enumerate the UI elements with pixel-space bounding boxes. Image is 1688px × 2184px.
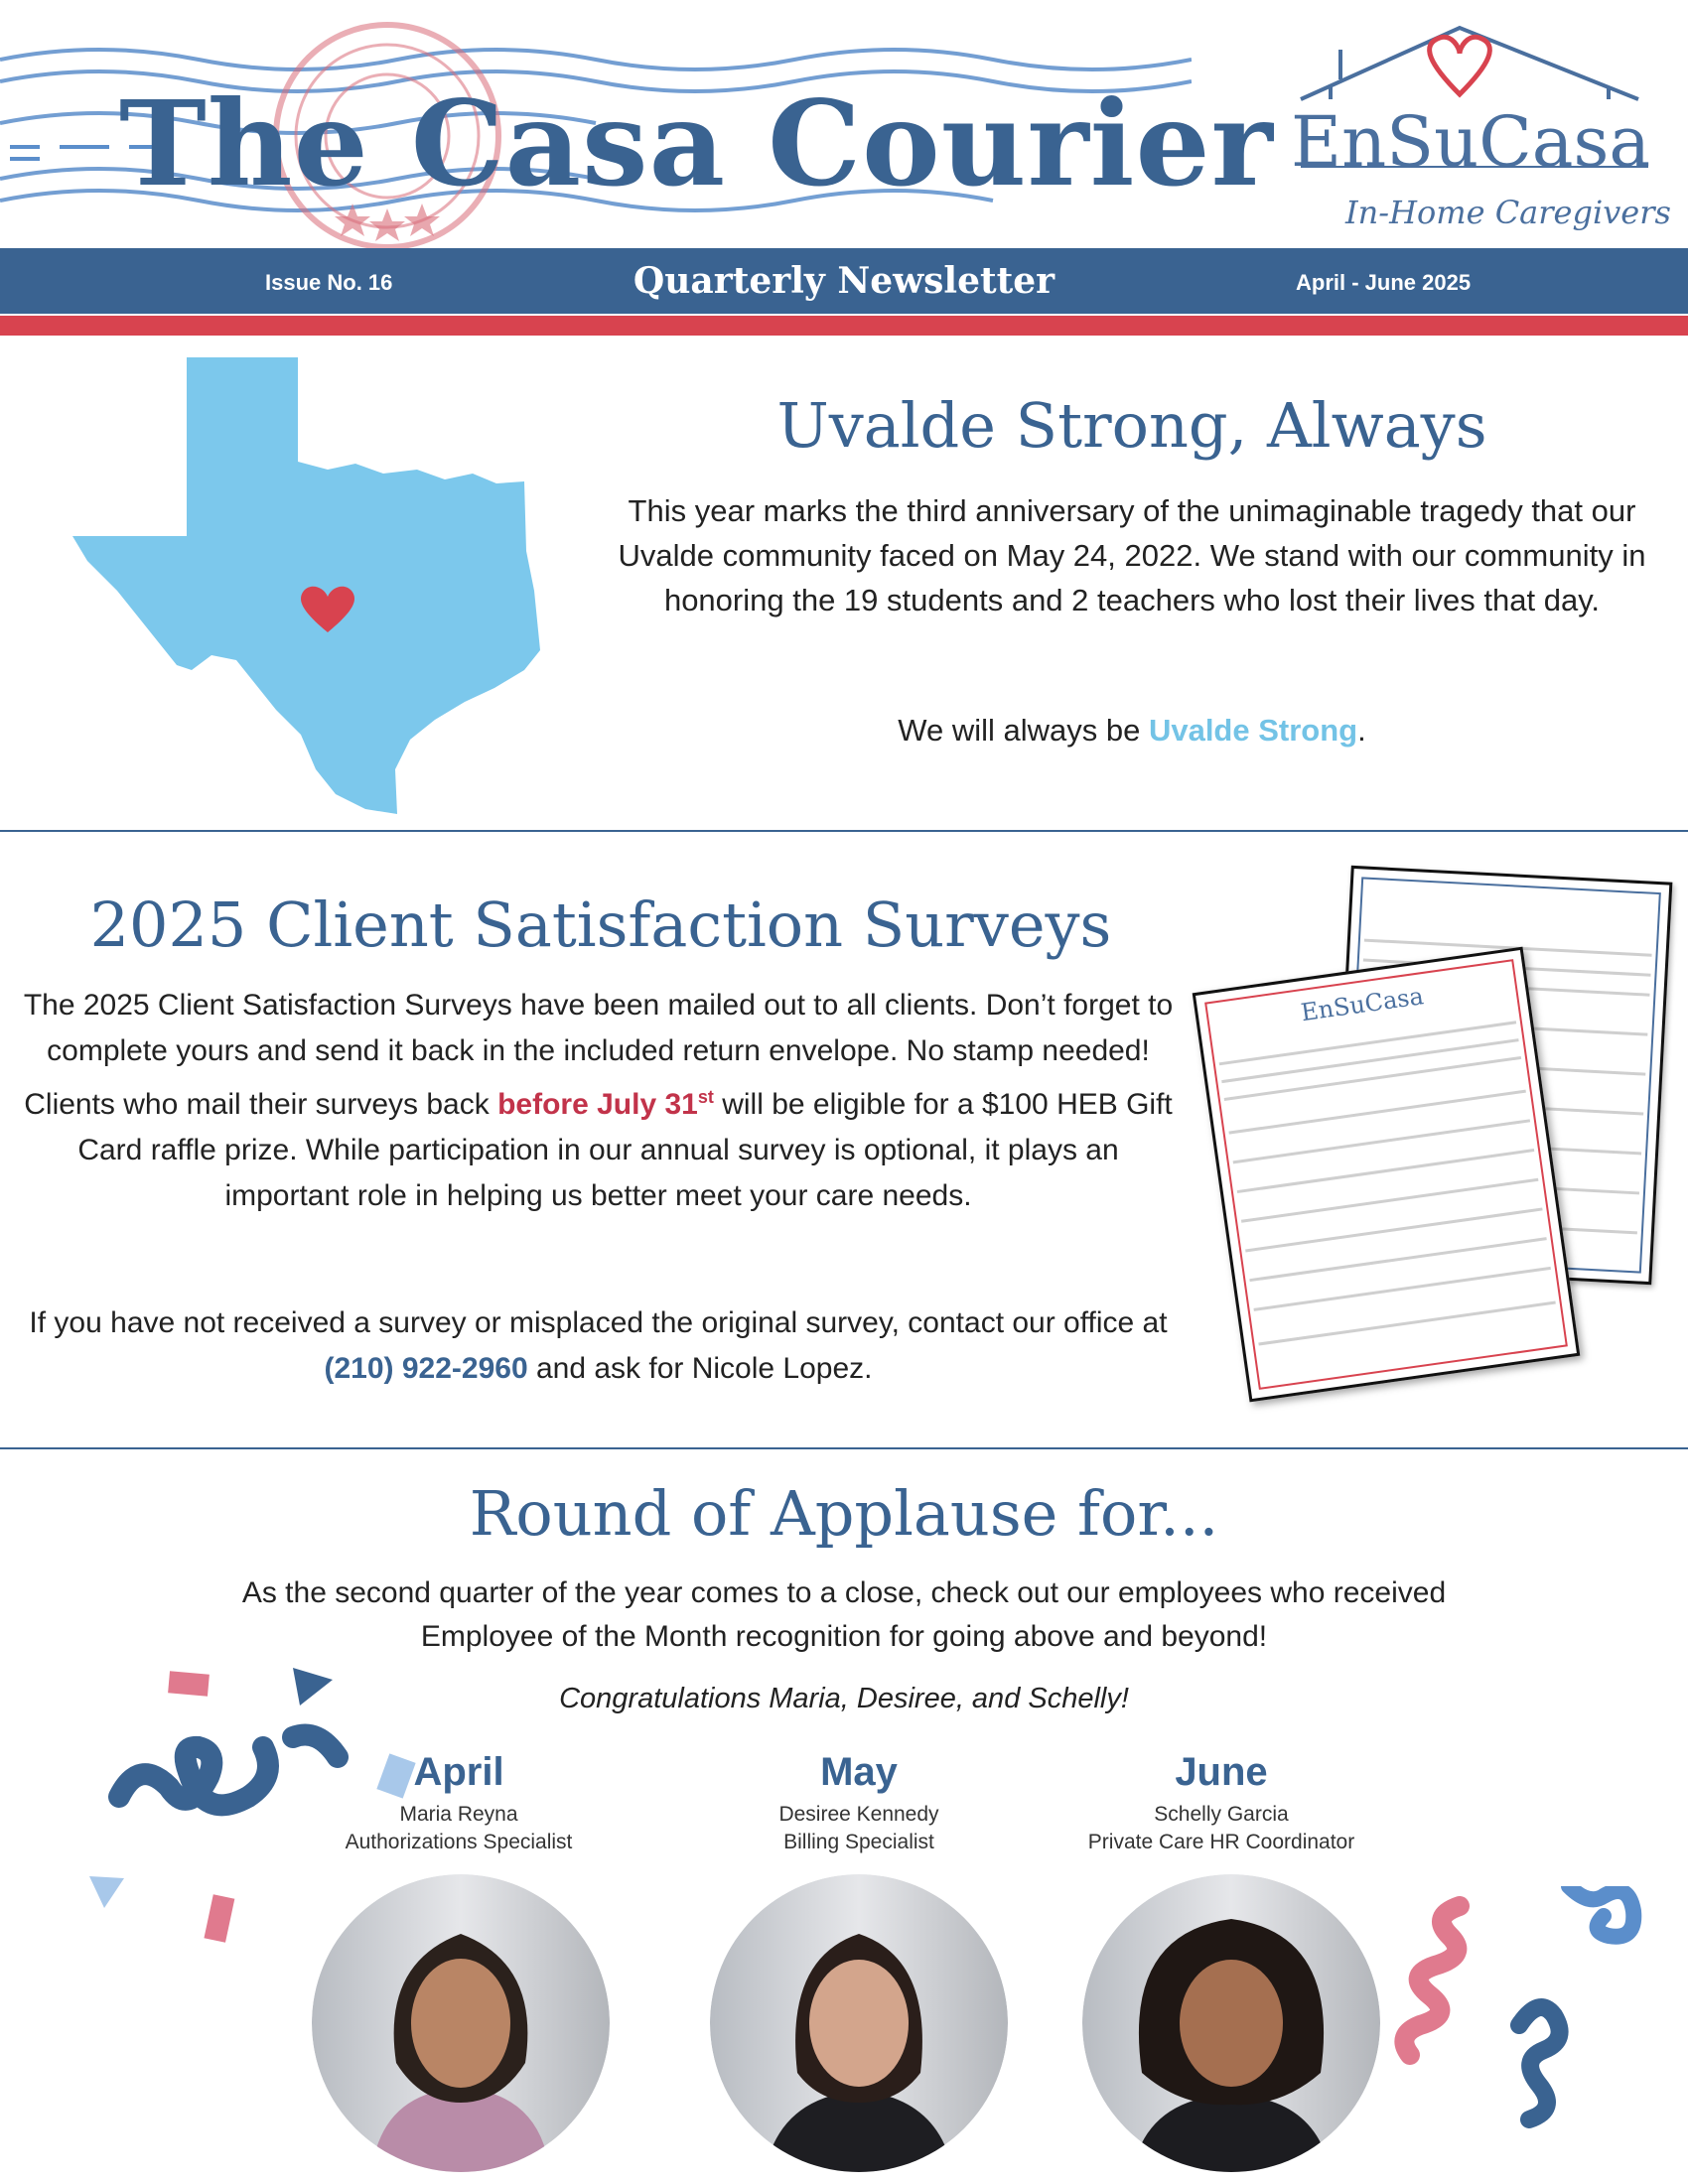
employee-role: Private Care HR Coordinator bbox=[1087, 1831, 1355, 1853]
congratulations-text: Congratulations Maria, Desiree, and Schelly! bbox=[559, 1683, 1129, 1714]
logo-tagline: In-Home Caregivers bbox=[1345, 194, 1671, 231]
applause-section-title: Round of Applause for... bbox=[469, 1477, 1219, 1550]
survey-section-title: 2025 Client Satisfaction Surveys bbox=[89, 888, 1112, 961]
confetti-decoration-icon bbox=[1390, 1886, 1678, 2144]
uvalde-strong-highlight: Uvalde Strong bbox=[1148, 713, 1358, 748]
contact-suffix: and ask for Nicole Lopez. bbox=[527, 1352, 873, 1385]
survey-body-text bbox=[20, 983, 1177, 1219]
survey-contact-text bbox=[20, 1300, 1177, 1392]
uvalde-section-title: Uvalde Strong, Always bbox=[776, 389, 1487, 462]
contact-prefix: If you have not received a survey or misplaced the original survey, contact our office at bbox=[29, 1306, 1168, 1339]
employee-photo-schelly bbox=[1082, 1874, 1380, 2172]
employee-month: June bbox=[1175, 1750, 1268, 1794]
masthead-title: The Casa Courier bbox=[119, 74, 1274, 212]
deadline-suffix: st bbox=[697, 1087, 714, 1107]
employee-name: Schelly Garcia bbox=[1154, 1803, 1289, 1826]
applause-body-text: As the second quarter of the year comes to a close, check out our employees who received Employee of the Month recognition for going above and beyond! bbox=[241, 1576, 1447, 1653]
survey-form-image-front bbox=[1193, 947, 1581, 1403]
survey-body-part2: will be eligible for a $100 HEB Gift Card raffle prize. While participation in our annual survey is optional, it plays an important role in helping us better meet your care needs. bbox=[77, 1088, 1173, 1212]
issue-number: Issue No. 16 bbox=[265, 270, 393, 295]
header-red-stripe bbox=[0, 316, 1688, 336]
office-phone-number: (210) 922-2960 bbox=[324, 1352, 528, 1385]
texas-map-icon bbox=[68, 352, 544, 819]
issue-dates: April - June 2025 bbox=[1296, 270, 1472, 295]
employee-month: April bbox=[413, 1750, 504, 1794]
confetti-decoration-icon bbox=[79, 1648, 437, 1966]
employee-name: Desiree Kennedy bbox=[778, 1803, 939, 1826]
section-divider bbox=[0, 1447, 1688, 1449]
employee-role: Billing Specialist bbox=[783, 1831, 934, 1853]
survey-body-part1: The 2025 Client Satisfaction Surveys have been mailed out to all clients. Don’t forget to complete yours and send it back in the included return envelope. No stamp needed! Clients who mail their surveys back bbox=[23, 989, 1174, 1121]
employee-role: Authorizations Specialist bbox=[345, 1831, 573, 1853]
deadline-highlight bbox=[497, 1088, 714, 1121]
employee-name: Maria Reyna bbox=[399, 1803, 518, 1826]
newsletter-subtitle: Quarterly Newsletter bbox=[633, 260, 1055, 302]
employee-card-june bbox=[1033, 1750, 1410, 1854]
closing-prefix: We will always be bbox=[898, 713, 1149, 748]
employee-photo-desiree bbox=[710, 1874, 1008, 2172]
closing-suffix: . bbox=[1357, 713, 1366, 748]
deadline-text: before July 31 bbox=[497, 1088, 698, 1121]
employee-card-may bbox=[670, 1750, 1048, 1854]
section-divider bbox=[0, 830, 1688, 832]
uvalde-closing-text bbox=[616, 713, 1648, 749]
uvalde-body-text: This year marks the third anniversary of the unimaginable tragedy that our Uvalde community faced on May 24, 2022. We stand with our community in honoring the 19 students and 2 teachers who lost their lives that day. bbox=[618, 493, 1646, 617]
logo-wordmark: EnSuCasa bbox=[1291, 101, 1651, 183]
survey-form-logo: EnSuCasa bbox=[1299, 982, 1426, 1027]
employee-month: May bbox=[820, 1750, 898, 1794]
